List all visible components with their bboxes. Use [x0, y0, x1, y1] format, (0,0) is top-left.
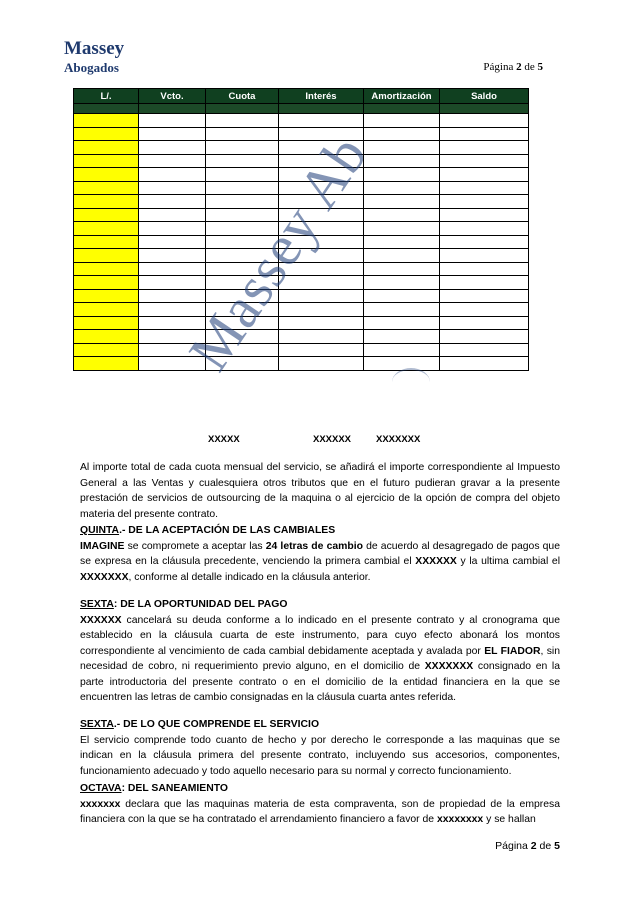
table-cell: [139, 222, 206, 236]
table-cell: [440, 303, 529, 317]
table-cell: [279, 222, 364, 236]
total-interes: XXXXXX: [313, 434, 352, 445]
table-cell: [139, 154, 206, 168]
table-cell: [206, 168, 279, 182]
table-cell: [364, 104, 440, 114]
clause-title-rest: : DE LA OPORTUNIDAD DEL PAGO: [113, 599, 288, 610]
table-cell: [206, 141, 279, 155]
table-cell: [206, 208, 279, 222]
table-cell: [279, 168, 364, 182]
table-cell: [279, 303, 364, 317]
clause-sexta-pago: [80, 597, 560, 706]
table-row: [74, 168, 529, 182]
table-cell: [279, 154, 364, 168]
table-cell: [206, 181, 279, 195]
clause-title: OCTAVA: [80, 783, 122, 794]
table-cell: [364, 262, 440, 276]
table-cell: [206, 316, 279, 330]
table-row: [74, 289, 529, 303]
table-cell: [206, 222, 279, 236]
table-cell: [364, 114, 440, 128]
table-cell: [74, 208, 139, 222]
table-cell: [206, 249, 279, 263]
table-cell: [139, 104, 206, 114]
party-name: IMAGINE: [80, 540, 125, 552]
table-cell: [139, 262, 206, 276]
table-cell: [279, 181, 364, 195]
table-row: [74, 222, 529, 236]
table-cell: [139, 289, 206, 303]
table-cell: [279, 114, 364, 128]
table-cell: [279, 262, 364, 276]
col-header: Saldo: [440, 89, 529, 104]
table-cell: [440, 343, 529, 357]
table-cell: [74, 154, 139, 168]
table-cell: [206, 114, 279, 128]
clause-text: declara que las maquinas materia de esta compraventa, son de propiedad de la empresa financiera con la que se ha contratado el arrendamiento financiero a favor de: [80, 798, 560, 825]
header-page-number: [483, 61, 543, 73]
table-cell: [74, 262, 139, 276]
col-header: Cuota: [206, 89, 279, 104]
table-cell: [139, 141, 206, 155]
table-cell: [364, 127, 440, 141]
footer-page-of: de: [539, 840, 552, 852]
table-cell: [206, 276, 279, 290]
table-cell: [364, 222, 440, 236]
party-name: XXXXXXX: [424, 661, 474, 672]
table-cell: [139, 168, 206, 182]
table-cell: [139, 303, 206, 317]
table-row: [74, 181, 529, 195]
total-cuota: XXXXX: [208, 434, 240, 445]
footer-page-num: 2: [530, 840, 537, 852]
clause-quinta-body: [80, 539, 560, 586]
table-cell: [279, 316, 364, 330]
table-cell: [440, 316, 529, 330]
clause-text: , conforme al detalle indicado en la cláusula anterior.: [128, 571, 371, 583]
table-cell: [139, 276, 206, 290]
table-row: [74, 276, 529, 290]
header-page-of: de: [524, 61, 535, 73]
table-row: [74, 154, 529, 168]
table-cell: [74, 249, 139, 263]
clause-title-rest: .- DE LO QUE COMPRENDE EL SERVICIO: [113, 719, 320, 730]
table-cell: [74, 168, 139, 182]
clause-octava: [80, 781, 560, 828]
table-cell: [440, 114, 529, 128]
table-cell: [206, 357, 279, 371]
table-cell: [364, 343, 440, 357]
col-header: Amortización: [364, 89, 440, 104]
clause-text: consignado en la parte introductoria del presente contrato o en el domicilio de la entidad financiera en la que se encuentren las letras de cambio consignadas en la cláusula cuarta antes referida.: [80, 661, 560, 703]
table-cell: [440, 276, 529, 290]
table-cell: [206, 303, 279, 317]
table-cell: [206, 104, 279, 114]
table-cell: [279, 141, 364, 155]
watermark-arc: [392, 368, 430, 396]
table-cell: [364, 168, 440, 182]
table-cell: [74, 357, 139, 371]
table-cell: [139, 208, 206, 222]
table-cell: [440, 154, 529, 168]
clause-title-rest: : DEL SANEAMIENTO: [121, 783, 228, 794]
table-cell: [74, 181, 139, 195]
table-cell: [74, 235, 139, 249]
table-cell: [206, 154, 279, 168]
table-row: [74, 262, 529, 276]
table-header-row: [74, 89, 529, 104]
table-cell: [440, 289, 529, 303]
table-cell: [364, 357, 440, 371]
party-name: XXXXXX: [80, 614, 122, 626]
table-cell: [139, 330, 206, 344]
table-cell: [206, 127, 279, 141]
clause-sexta-servicio: [80, 717, 560, 779]
table-cell: [74, 127, 139, 141]
table-cell: [440, 357, 529, 371]
clause-text: y la ultima cambial el: [456, 556, 560, 567]
clause-sexta-pago-body: [80, 613, 560, 706]
clause-title: SEXTA: [80, 719, 114, 730]
table-cell: [279, 104, 364, 114]
party-name: xxxxxxx: [80, 798, 121, 810]
party-name: EL FIADOR: [484, 645, 541, 657]
placeholder-date: XXXXXX: [415, 556, 457, 567]
clause-sexta-servicio-heading: [80, 717, 560, 733]
table-cell: [74, 330, 139, 344]
table-cell: [279, 208, 364, 222]
table-cell: [440, 262, 529, 276]
clause-text: de acuerdo al desagregado de pagos que se expresa en la cláusula precedente, venciendo la primera cambial el: [80, 540, 560, 567]
table-cell: [74, 114, 139, 128]
table-cell: [279, 276, 364, 290]
table-cell: [440, 249, 529, 263]
header-page-total: 5: [537, 61, 543, 73]
table-cell: [74, 276, 139, 290]
clause-text: , sin necesidad de cobro, ni requerimiento previo alguno, en el domicilio de: [80, 645, 560, 672]
table-cell: [364, 289, 440, 303]
table-cell: [279, 249, 364, 263]
table-cell: [440, 127, 529, 141]
clause-text: cancelará su deuda conforme a lo indicado en el presente contrato y al cronograma que establecido en la cláusula cuarta de este instrumento, para cuyo efecto abonará los montos correspondiente al vencimiento de cada cambial debidamente aceptada y avalada por: [80, 614, 560, 657]
table-row: [74, 127, 529, 141]
table-cell: [74, 195, 139, 209]
table-cell: [139, 316, 206, 330]
clause-title: QUINTA: [80, 525, 120, 536]
table-row: [74, 141, 529, 155]
table-cell: [279, 195, 364, 209]
table-cell: [206, 343, 279, 357]
table-cell: [74, 222, 139, 236]
table-row: [74, 195, 529, 209]
table-cell: [206, 262, 279, 276]
table-row: [74, 316, 529, 330]
col-header: L/.: [74, 89, 139, 104]
table-cell: [440, 208, 529, 222]
table-row: [74, 343, 529, 357]
table-cell: [364, 141, 440, 155]
table-cell: [364, 195, 440, 209]
table-cell: [139, 195, 206, 209]
clause-octava-heading: [80, 781, 560, 797]
clause-octava-body: [80, 797, 560, 828]
table-row: [74, 114, 529, 128]
table-row: [74, 208, 529, 222]
table-cell: [279, 289, 364, 303]
placeholder-date: XXXXXXX: [80, 571, 129, 583]
table-cell: [440, 141, 529, 155]
table-cell: [440, 235, 529, 249]
table-cell: [364, 330, 440, 344]
firm-subtitle: Abogados: [64, 60, 119, 75]
table-row: [74, 330, 529, 344]
table-cell: [440, 222, 529, 236]
table-row: [74, 104, 529, 114]
table-row: [74, 235, 529, 249]
firm-name: Massey: [64, 38, 125, 59]
table-cell: [364, 249, 440, 263]
table-cell: [206, 235, 279, 249]
table-cell: [440, 195, 529, 209]
table-cell: [440, 181, 529, 195]
clause-sexta-pago-heading: [80, 597, 560, 613]
clause-quinta-heading: [80, 523, 560, 539]
table-cell: [139, 181, 206, 195]
clause-text: se compromete a aceptar las: [124, 540, 266, 552]
table-cell: [364, 235, 440, 249]
table-cell: [279, 330, 364, 344]
table-cell: [440, 330, 529, 344]
col-header: Interés: [279, 89, 364, 104]
clause-title: SEXTA: [80, 599, 114, 610]
table-cell: [74, 141, 139, 155]
table-cell: [364, 154, 440, 168]
table-cell: [279, 357, 364, 371]
emphasis-text: 24 letras de cambio: [265, 540, 363, 552]
table-cell: [440, 168, 529, 182]
table-row: [74, 303, 529, 317]
table-cell: [364, 181, 440, 195]
table-cell: [139, 235, 206, 249]
table-cell: [279, 235, 364, 249]
header-page-word: Página: [483, 61, 514, 73]
watermark-text: Massey Ab: [175, 123, 380, 382]
table-cell: [74, 104, 139, 114]
table-cell: [139, 249, 206, 263]
table-cell: [139, 343, 206, 357]
table-cell: [206, 195, 279, 209]
party-name: xxxxxxxx: [436, 814, 484, 825]
footer-page-word: Página: [495, 840, 528, 852]
total-amortizacion: XXXXXXX: [376, 434, 421, 445]
table-cell: [139, 114, 206, 128]
table-body: [74, 104, 529, 371]
table-cell: [74, 343, 139, 357]
table-cell: [206, 330, 279, 344]
clause-title-rest: .- DE LA ACEPTACIÓN DE LAS CAMBIALES: [119, 525, 336, 536]
clause-sexta-servicio-body: El servicio comprende todo cuanto de hecho y por derecho le corresponde a las maquinas que se indican en la cláusula primera del presente contrato, incluyendo sus accesorios, componentes, funcionamiento adecuado y todo aquello necesario para su normal y correcto funcionamiento.: [80, 734, 560, 777]
footer-page-total: 5: [554, 840, 560, 852]
clause-text: y se hallan: [483, 814, 536, 825]
table-cell: [74, 303, 139, 317]
amortization-table: [73, 88, 529, 371]
table-cell: [364, 303, 440, 317]
paragraph-igv-text: Al importe total de cada cuota mensual del servicio, se añadirá el importe correspondiente al Impuesto General a las Ventas y cualesquiera otros tributos que en el futuro pudieran gravar a la presente prestación de servicios de outsourcing de la maquina o al ejercicio de la opción de compra del objeto materia del presente contrato.: [80, 462, 560, 520]
paragraph-igv: [80, 460, 560, 522]
table-cell: [364, 316, 440, 330]
header-page-num: 2: [516, 61, 522, 73]
table-cell: [364, 208, 440, 222]
table-row: [74, 357, 529, 371]
table-cell: [74, 316, 139, 330]
footer-page-number: [495, 840, 560, 852]
table-cell: [279, 127, 364, 141]
table-cell: [440, 104, 529, 114]
col-header: Vcto.: [139, 89, 206, 104]
table-cell: [74, 289, 139, 303]
table-row: [74, 249, 529, 263]
table-cell: [279, 343, 364, 357]
table-cell: [139, 357, 206, 371]
table-cell: [364, 276, 440, 290]
table-cell: [139, 127, 206, 141]
table-cell: [206, 289, 279, 303]
clause-quinta: [80, 523, 560, 585]
